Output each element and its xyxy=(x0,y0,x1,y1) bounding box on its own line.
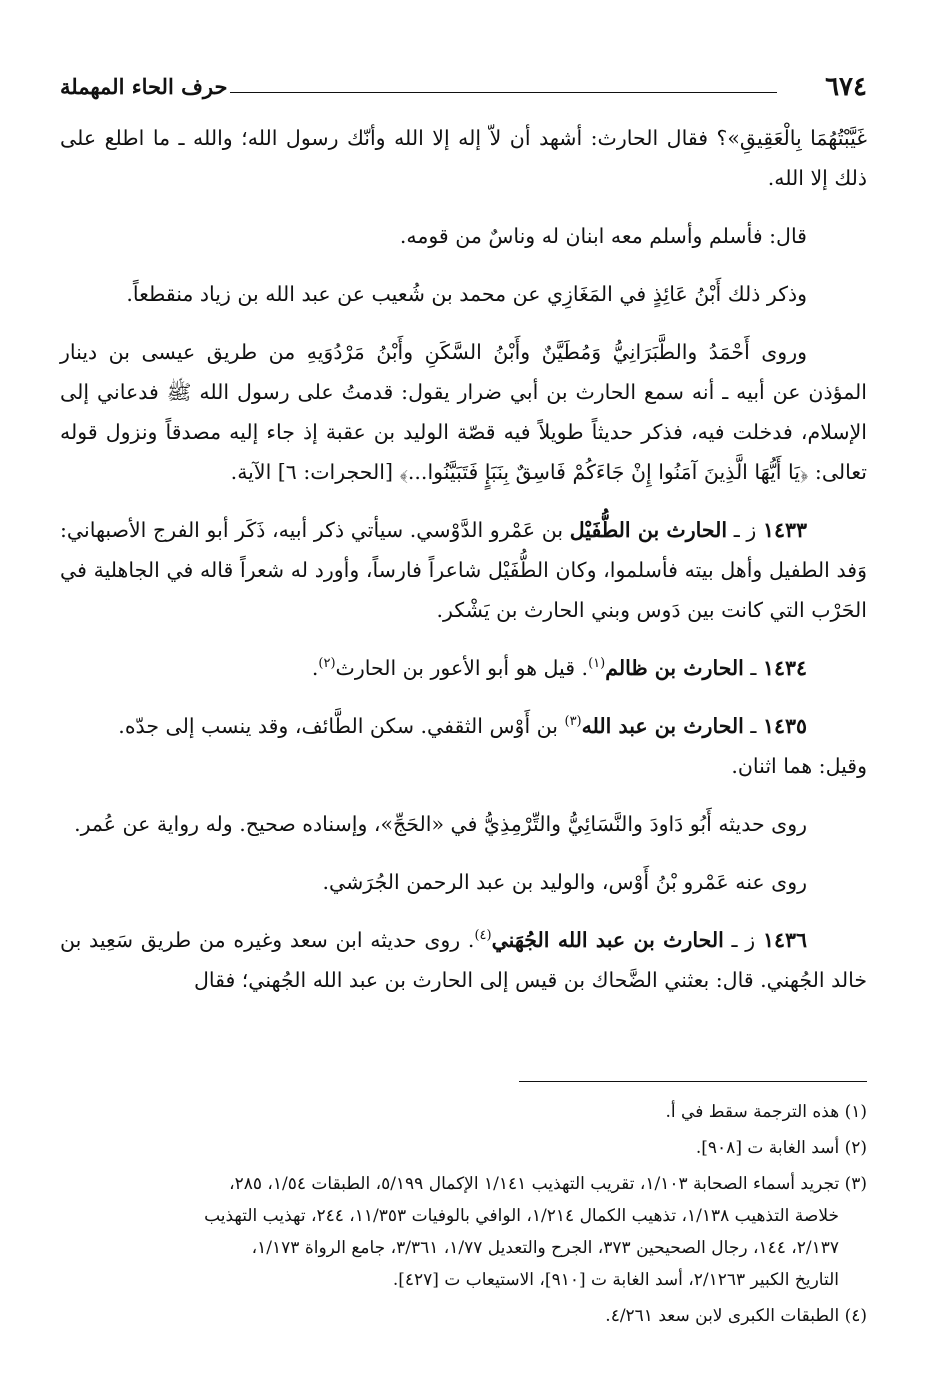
paragraph: غَيَّبْتُهُمَا بِالْعَقِيقِ»؟ فقال الحارث: أشهد أن لاّ إله إلا الله وأنّك رسول الله؛ والله ـ ما اطلع على ذلك إلا الله. xyxy=(60,126,867,190)
footnote-separator xyxy=(519,1081,867,1082)
entry-name: الحارث بن عبد الله xyxy=(581,714,744,738)
main-text xyxy=(60,118,867,1018)
entry-1435 xyxy=(60,706,867,746)
paragraph: روى عنه عَمْرو بْنُ أَوْس، والوليد بن عبد الرحمن الجُرَشي. xyxy=(322,870,807,894)
entry-marker: ز ـ xyxy=(733,518,757,542)
entry-number: ١٤٣٦ xyxy=(762,928,807,952)
entry-1434 xyxy=(60,648,867,688)
entry-name: الحارث بن ظالم xyxy=(605,656,744,680)
footnote: (٤) الطبقات الكبرى لابن سعد ٤/٢٦١. xyxy=(605,1306,867,1326)
page-header xyxy=(60,70,867,104)
entry-number: ١٤٣٣ xyxy=(762,518,807,542)
footnote-continuation: التاريخ الكبير ٢/١٢٦٣، أسد الغابة ت [٩١٠]، الاستيعاب ت [٤٢٧]. xyxy=(392,1270,839,1290)
entry-text: . قيل هو أبو الأعور بن الحارث xyxy=(335,656,589,680)
footnote: (٣) تجريد أسماء الصحابة ١/١٠٣، تقريب التهذيب ١/١٤١ الإكمال ٥/١٩٩، الطبقات ١/٥٤، ٢٨٥، xyxy=(229,1174,867,1194)
paragraph: وروى أَحْمَدُ والطَّبَرَانِيُّ وَمُطَيَّنٌ وأَبْنُ السَّكَنِ وأَبْنُ مَرْدُوَيهِ من طريق عيسى بن دينار المؤذن عن أبيه ـ أنه سمع الحارث بن أبي ضرار يقول: قدمتُ على رسول الله ﷺ فدعاني إلى الإسلام، فدخلت فيه، فذكر حديثاً طويلاً فيه قصّة الوليد بن عقبة إذ جاء إليه مصدقاً ونزول قوله تعالى: ﴿يَا أَيُّهَا الَّذِينَ آمَنُوا إِنْ جَاءَكُمْ فَاسِقٌ بِنَبَإٍ فَتَبَيَّنُوا...﴾ [الحجرات: ٦] الآية. xyxy=(60,340,867,484)
entry-marker: ـ xyxy=(750,714,757,738)
entry-name: الحارث بن عبد الله الجُهَني xyxy=(491,928,724,952)
header-rule xyxy=(230,92,777,93)
entry-number: ١٤٣٥ xyxy=(762,714,807,738)
footnote-continuation: ٢/١٣٧، ١٤٤، رجال الصحيحين ٣٧٣، الجرح والتعديل ١/٧٧، ٣/٣٦١، جامع الرواة ١/١٧٣، xyxy=(251,1238,839,1258)
entry-name: الحارث بن الطُّفَيْل xyxy=(569,518,728,542)
entry-marker: ـ xyxy=(750,656,757,680)
paragraph: وذكر ذلك أَبْنُ عَائِذٍ في المَغَازِي عن محمد بن شُعيب عن عبد الله بن زياد منقطعاً. xyxy=(126,282,807,306)
entry-text: بن عَمْرو الدَّوْسي. سيأتي ذكر أبيه، ذَكَر أبو الفرج الأصبهاني: وَفد الطفيل وأهل بيته فأسلموا، وكان الطُّفَيْل شاعراً فارساً، وأورد له شعراً قاله في الجاهلية في الحَرْب التي كانت بين دَوس وبني الحارث بن يَشْكر. xyxy=(60,518,867,622)
footnotes xyxy=(60,1096,867,1336)
paragraph: قال: فأسلم وأسلم معه ابنان له وناسٌ من قومه. xyxy=(399,224,807,248)
footnote-ref: (٣) xyxy=(564,714,582,730)
footnote-ref: (٤) xyxy=(474,928,492,944)
entry-number: ١٤٣٤ xyxy=(762,656,807,680)
footnote-ref: (١) xyxy=(588,656,606,672)
entry-marker: ز ـ xyxy=(731,928,756,952)
footnote: (١) هذه الترجمة سقط في أ. xyxy=(665,1102,867,1122)
entry-text: . روى حديثه ابن سعد وغيره من طريق سَعِيد بن خالد الجُهني. قال: بعثني الضَّحاك بن قيس إلى الحارث بن عبد الله الجُهني؛ فقال xyxy=(60,928,867,992)
running-title: حرف الحاء المهملة xyxy=(60,74,228,99)
entry-text-end: . xyxy=(311,656,319,680)
footnote-ref: (٢) xyxy=(318,656,336,672)
footnote: (٢) أسد الغابة ت [٩٠٨]. xyxy=(695,1138,867,1158)
paragraph: وقيل: هما اثنان. xyxy=(731,754,867,778)
entry-1433 xyxy=(60,510,867,630)
footnote-continuation: خلاصة التذهيب ١/١٣٨، تذهيب الكمال ١/٢١٤، الوافي بالوفيات ١١/٣٥٣، ٢٤٤، تهذيب التهذيب xyxy=(204,1206,839,1226)
paragraph: روى حديثه أَبُو دَاودَ والنَّسَائِيُّ والتِّرْمِذِيُّ في «الحَجِّ»، وإسناده صحيح. وله رواية عن عُمر. xyxy=(74,812,807,836)
entry-text: بن أَوْس الثقفي. سكن الطَّائف، وقد ينسب إلى جدّه. xyxy=(118,714,565,738)
page-number: ٦٧٤ xyxy=(825,72,867,102)
entry-1436 xyxy=(60,920,867,1000)
